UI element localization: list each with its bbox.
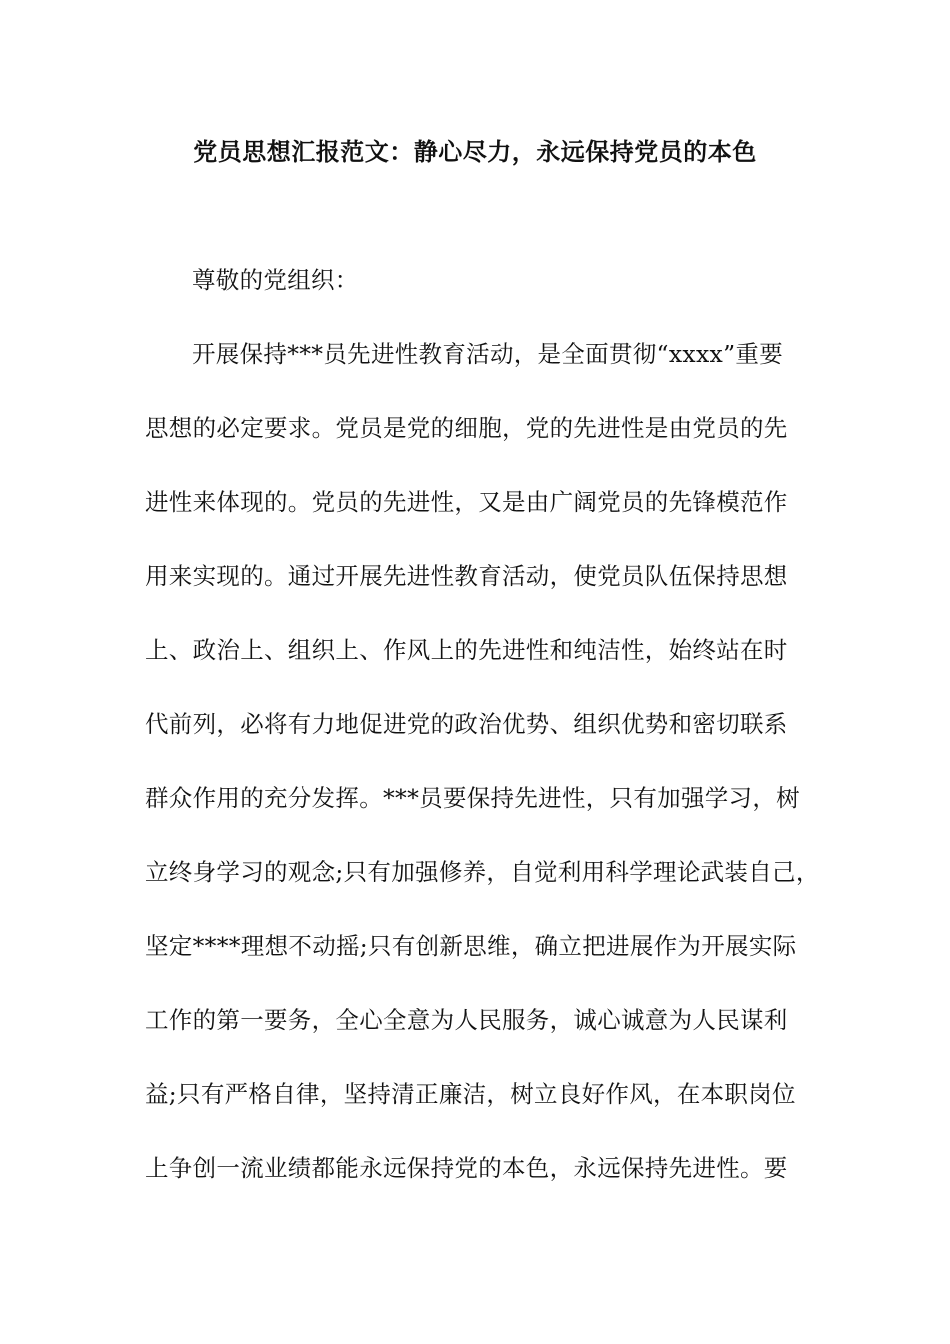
body-line: 代前列，必将有力地促进党的政治优势、组织优势和密切联系 <box>145 710 788 738</box>
body-line: 进性来体现的。党员的先进性，又是由广阔党员的先锋模范作 <box>145 488 788 516</box>
body-line: 上、政治上、组织上、作风上的先进性和纯洁性，始终站在时 <box>145 636 788 664</box>
body-line: 益;只有严格自律，坚持清正廉洁，树立良好作风，在本职岗位 <box>145 1080 796 1108</box>
salutation: 尊敬的党组织： <box>192 266 359 294</box>
body-line: 思想的必定要求。党员是党的细胞，党的先进性是由党员的先 <box>145 414 788 442</box>
body-line: 上争创一流业绩都能永远保持党的本色，永远保持先进性。要 <box>145 1154 788 1182</box>
body-line: 开展保持***员先进性教育活动，是全面贯彻“xxxx”重要 <box>192 340 783 368</box>
body-line: 工作的第一要务，全心全意为人民服务，诚心诚意为人民谋利 <box>145 1006 788 1034</box>
document-title: 党员思想汇报范文：静心尽力，永远保持党员的本色 <box>193 137 757 166</box>
body-line: 立终身学习的观念;只有加强修养，自觉利用科学理论武装自己， <box>145 858 820 886</box>
body-line: 用来实现的。通过开展先进性教育活动，使党员队伍保持思想 <box>145 562 788 590</box>
body-line: 坚定****理想不动摇;只有创新思维，确立把进展作为开展实际 <box>145 932 797 960</box>
body-line: 群众作用的充分发挥。***员要保持先进性，只有加强学习，树 <box>145 784 800 812</box>
